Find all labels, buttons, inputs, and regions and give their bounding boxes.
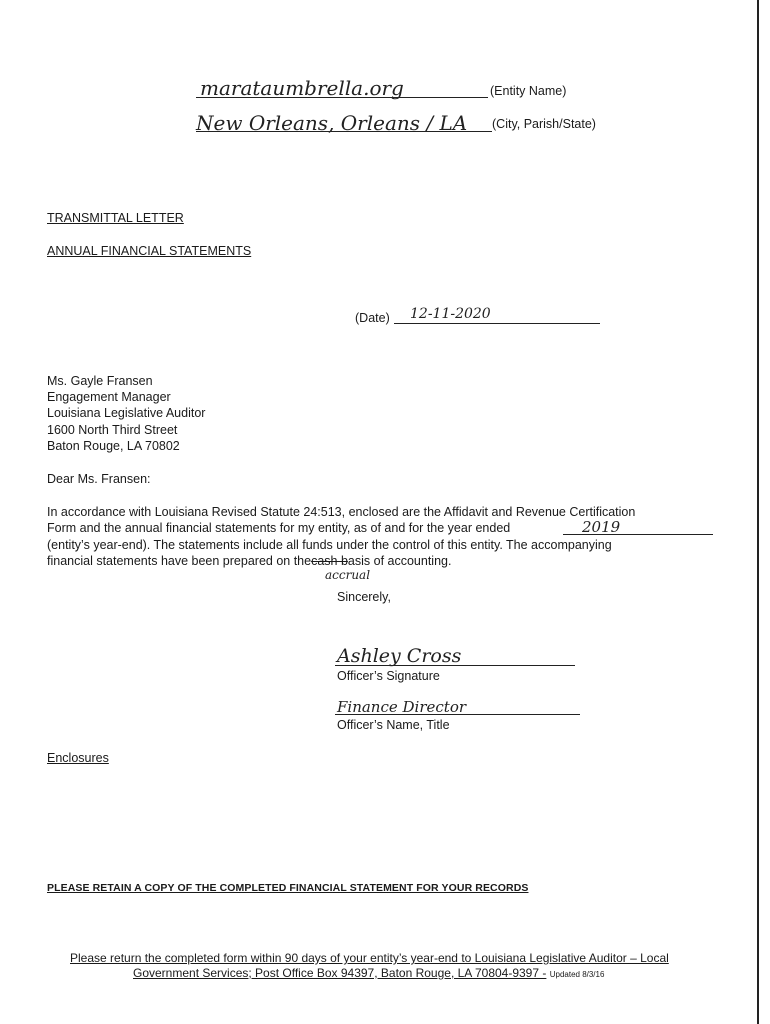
accrual-handwritten: accrual xyxy=(325,568,371,582)
date-handwritten: 12-11-2020 xyxy=(410,306,491,322)
footer-address: Government Services; Post Office Box 94397, Baton Rouge, LA 70804-9397 - xyxy=(133,966,547,980)
entity-name-handwritten: marataumbrella.org xyxy=(200,76,404,100)
signature-line xyxy=(335,665,575,666)
officer-title-handwritten: Finance Director xyxy=(337,698,467,716)
struck-cash-basis: cash b xyxy=(311,554,348,568)
date-label: (Date) xyxy=(355,311,390,325)
salutation: Dear Ms. Fransen: xyxy=(47,472,151,486)
date-line xyxy=(394,323,600,324)
entity-name-label: (Entity Name) xyxy=(490,84,567,98)
body-line-4 xyxy=(47,554,451,568)
city-line xyxy=(196,131,492,132)
body-line-1: In accordance with Louisiana Revised Statute 24:513, enclosed are the Affidavit and Revenue Certification xyxy=(47,505,636,519)
body-line-2: Form and the annual financial statements for my entity, as of and for the year ended xyxy=(47,521,511,535)
body-line-3: (entity’s year-end). The statements include all funds under the control of this entity. The accompanying xyxy=(47,538,612,552)
title-transmittal-letter: TRANSMITTAL LETTER xyxy=(47,211,184,225)
enclosures: Enclosures xyxy=(47,751,109,765)
footer-line-1: Please return the completed form within 90 days of your entity’s year-end to Louisiana Legislative Auditor – Local xyxy=(70,951,669,965)
year-end-handwritten: 2019 xyxy=(582,518,621,536)
city-label: (City, Parish/State) xyxy=(492,117,596,131)
recipient-org: Louisiana Legislative Auditor xyxy=(47,406,206,420)
body-line-4-post: asis of accounting. xyxy=(347,554,452,568)
title-annual-statements: ANNUAL FINANCIAL STATEMENTS xyxy=(47,244,252,258)
officer-label: Officer’s Name, Title xyxy=(337,718,450,732)
body-line-4-pre: financial statements have been prepared on the xyxy=(47,554,312,568)
footer-updated: Updated 8/3/16 xyxy=(549,970,605,979)
recipient-street: 1600 North Third Street xyxy=(47,423,178,437)
retain-notice: PLEASE RETAIN A COPY OF THE COMPLETED FINANCIAL STATEMENT FOR YOUR RECORDS xyxy=(47,882,529,894)
recipient-city: Baton Rouge, LA 70802 xyxy=(47,439,180,453)
signature-handwritten: Ashley Cross xyxy=(337,645,462,667)
closing: Sincerely, xyxy=(337,590,391,604)
officer-line xyxy=(335,714,580,715)
entity-name-line xyxy=(196,97,488,98)
signature-label: Officer’s Signature xyxy=(337,669,440,683)
recipient-name: Ms. Gayle Fransen xyxy=(47,374,153,388)
page-edge-border xyxy=(757,0,759,1024)
footer-line-2 xyxy=(133,966,604,980)
recipient-title: Engagement Manager xyxy=(47,390,171,404)
city-handwritten: New Orleans, Orleans / LA xyxy=(196,111,468,135)
